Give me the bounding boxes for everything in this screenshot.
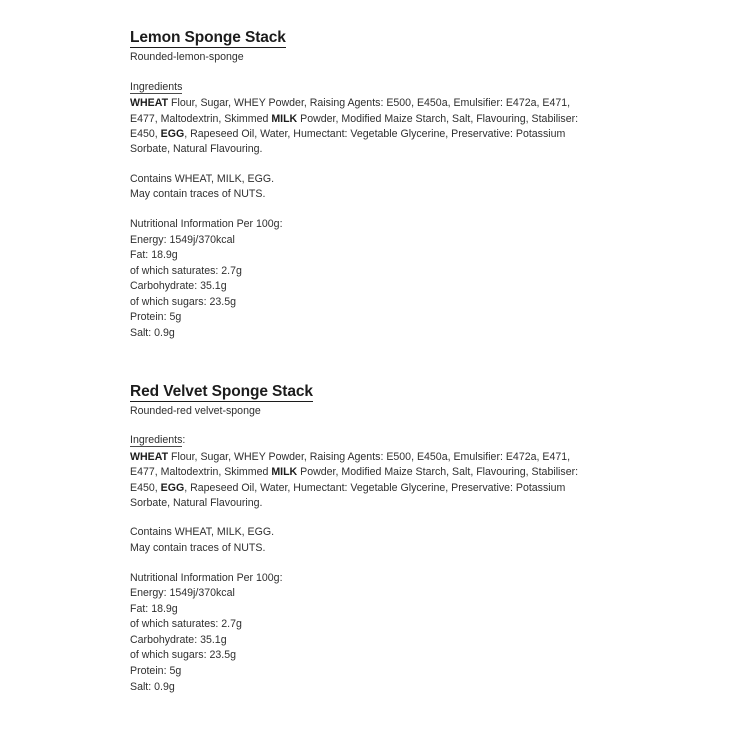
ingredients-label [130, 433, 588, 448]
nutrition-row: Fat: 18.9g [130, 602, 178, 615]
product-title [130, 382, 588, 401]
allergen-statement: Contains WHEAT, MILK, EGG. [130, 526, 275, 539]
allergen-emphasis: MILK [271, 112, 298, 125]
product-list [130, 28, 588, 695]
allergen-emphasis: WHEAT [130, 97, 169, 110]
ingredients-run: , Rapeseed Oil, Water, Humectant: Vegetable Glycerine, Preservative: Potassium Sorbate, Natural Flavouring. [130, 481, 566, 509]
nutrition-row: Carbohydrate: 35.1g [130, 280, 227, 293]
product-title-text: Lemon Sponge Stack [130, 29, 286, 46]
ingredients-run: Flour, Sugar, WHEY Powder, Raising Agents: E500, E450a, Emulsifier: E472a, E471, E477, Maltodextrin, Skimmed [130, 450, 571, 479]
nutrition-row: Protein: 5g [130, 311, 182, 324]
nutrition-row: Energy: 1549j/370kcal [130, 587, 235, 600]
product-subtitle: Rounded-lemon-sponge [130, 51, 244, 64]
nutrition-heading: Nutritional Information Per 100g: [130, 571, 283, 584]
nutrition-row: of which saturates: 2.7g [130, 618, 242, 631]
nutrition-row: Energy: 1549j/370kcal [130, 233, 235, 246]
allergen-statement: May contain traces of NUTS. [130, 542, 266, 554]
nutrition-row: of which sugars: 23.5g [130, 295, 236, 308]
allergen-emphasis: EGG [160, 128, 185, 140]
product-title [130, 28, 588, 47]
allergen-emphasis: MILK [271, 466, 298, 479]
allergen-emphasis: EGG [160, 481, 185, 494]
spacer [130, 511, 588, 525]
ingredients-text [130, 450, 588, 512]
product-subtitle: Rounded-red velvet-sponge [130, 404, 261, 417]
nutrition-row: Fat: 18.9g [130, 249, 178, 262]
spacer [130, 158, 588, 172]
nutrition-heading: Nutritional Information Per 100g: [130, 218, 283, 231]
nutrition-row: Protein: 5g [130, 664, 182, 677]
allergen-statement: May contain traces of NUTS. [130, 188, 266, 201]
product-title-text: Red Velvet Sponge Stack [130, 382, 313, 400]
nutrition-row: Salt: 0.9g [130, 680, 175, 693]
allergen-emphasis: WHEAT [130, 450, 169, 463]
ingredients-run: Powder, Modified Maize Starch, Salt, Flavouring, Stabiliser: E450, [130, 466, 579, 494]
nutrition-row: Carbohydrate: 35.1g [130, 633, 227, 646]
ingredients-label [130, 80, 588, 95]
ingredients-label-word: Ingredients [130, 434, 183, 447]
nutrition-row: of which sugars: 23.5g [130, 649, 236, 662]
spacer [130, 419, 588, 433]
ingredients-label-word: Ingredients [130, 80, 183, 93]
allergen-statement: Contains WHEAT, MILK, EGG. [130, 172, 275, 185]
nutrition-row: Salt: 0.9g [130, 326, 175, 339]
product-section [130, 382, 588, 696]
ingredients-run: Powder, Modified Maize Starch, Salt, Flavouring, Stabiliser: E450, [130, 112, 579, 140]
spacer [130, 203, 588, 217]
product-section [130, 28, 588, 342]
ingredients-text [130, 96, 588, 158]
nutrition-row: of which saturates: 2.7g [130, 264, 242, 277]
ingredients-run: Flour, Sugar, WHEY Powder, Raising Agents: E500, E450a, Emulsifier: E472a, E471, E477, Maltodextrin, Skimmed [130, 97, 571, 125]
spacer [130, 66, 588, 80]
ingredients-run: , Rapeseed Oil, Water, Humectant: Vegetable Glycerine, Preservative: Potassium Sorbate, Natural Flavouring. [130, 128, 566, 156]
ingredients-label-suffix: : [182, 434, 186, 447]
spacer [130, 557, 588, 571]
